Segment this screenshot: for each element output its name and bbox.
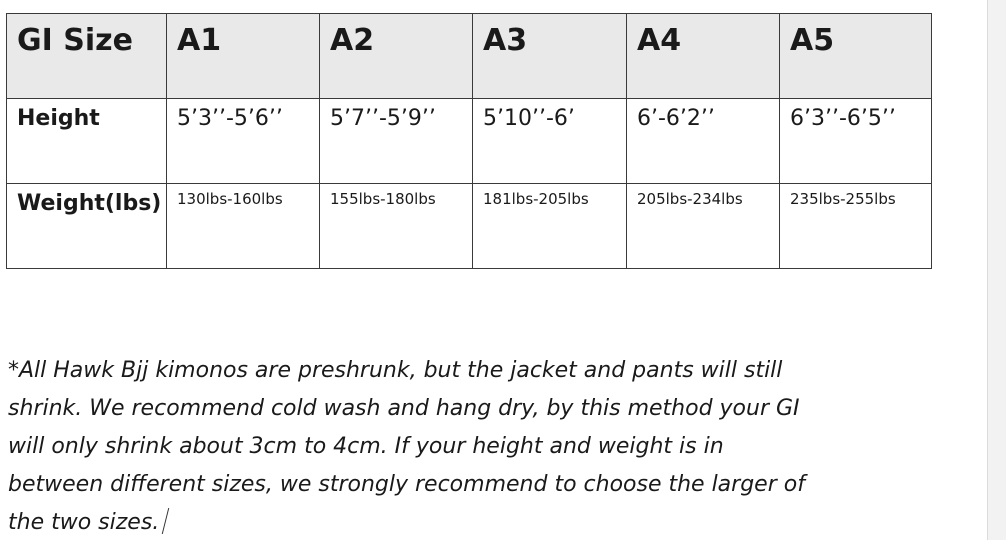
table-cell bbox=[320, 99, 473, 184]
table-cell bbox=[7, 99, 167, 184]
height-a3: 5’10’’-6’ bbox=[483, 106, 575, 131]
height-a4: 6’-6’2’’ bbox=[637, 106, 715, 131]
table-row-gi-size bbox=[7, 14, 932, 99]
weight-a4: 205lbs-234lbs bbox=[637, 190, 743, 208]
height-a5: 6’3’’-6’5’’ bbox=[790, 106, 896, 131]
note-line: between different sizes, we strongly recommend to choose the larger of bbox=[8, 472, 805, 497]
height-a1: 5’3’’-5’6’’ bbox=[177, 106, 283, 131]
weight-a2: 155lbs-180lbs bbox=[330, 190, 436, 208]
table-row-height bbox=[7, 99, 932, 184]
weight-a5: 235lbs-255lbs bbox=[790, 190, 896, 208]
table-cell bbox=[780, 14, 932, 99]
note-line: shrink. We recommend cold wash and hang dry, by this method your GI bbox=[8, 396, 800, 421]
weight-a1: 130lbs-160lbs bbox=[177, 190, 283, 208]
table-cell bbox=[627, 14, 780, 99]
gi-size-label: GI Size bbox=[17, 23, 133, 58]
care-note bbox=[8, 352, 908, 542]
weight-label: Weight(lbs) bbox=[17, 191, 162, 216]
table-cell bbox=[7, 14, 167, 99]
note-line-last bbox=[8, 504, 908, 542]
table-cell bbox=[780, 184, 932, 269]
height-label: Height bbox=[17, 106, 100, 131]
table-cell bbox=[320, 184, 473, 269]
size-a5: A5 bbox=[790, 23, 835, 58]
table-row-weight bbox=[7, 184, 932, 269]
table-cell bbox=[473, 99, 627, 184]
table-cell bbox=[473, 14, 627, 99]
weight-a3: 181lbs-205lbs bbox=[483, 190, 589, 208]
table-cell bbox=[627, 184, 780, 269]
note-line: *All Hawk Bjj kimonos are preshrunk, but the jacket and pants will still bbox=[8, 358, 783, 383]
size-a2: A2 bbox=[330, 23, 375, 58]
table-cell bbox=[320, 14, 473, 99]
table-cell bbox=[627, 99, 780, 184]
size-a3: A3 bbox=[483, 23, 528, 58]
table-cell bbox=[167, 99, 320, 184]
table-cell bbox=[780, 99, 932, 184]
table-cell bbox=[473, 184, 627, 269]
page-margin bbox=[987, 0, 1006, 540]
table-cell bbox=[167, 184, 320, 269]
size-chart-table bbox=[6, 13, 932, 269]
height-a2: 5’7’’-5’9’’ bbox=[330, 106, 436, 131]
note-line: the two sizes. bbox=[8, 510, 160, 535]
note-line: will only shrink about 3cm to 4cm. If your height and weight is in bbox=[8, 434, 724, 459]
table-cell bbox=[7, 184, 167, 269]
size-a1: A1 bbox=[177, 23, 222, 58]
table-cell bbox=[167, 14, 320, 99]
text-cursor bbox=[162, 508, 169, 534]
size-a4: A4 bbox=[637, 23, 682, 58]
